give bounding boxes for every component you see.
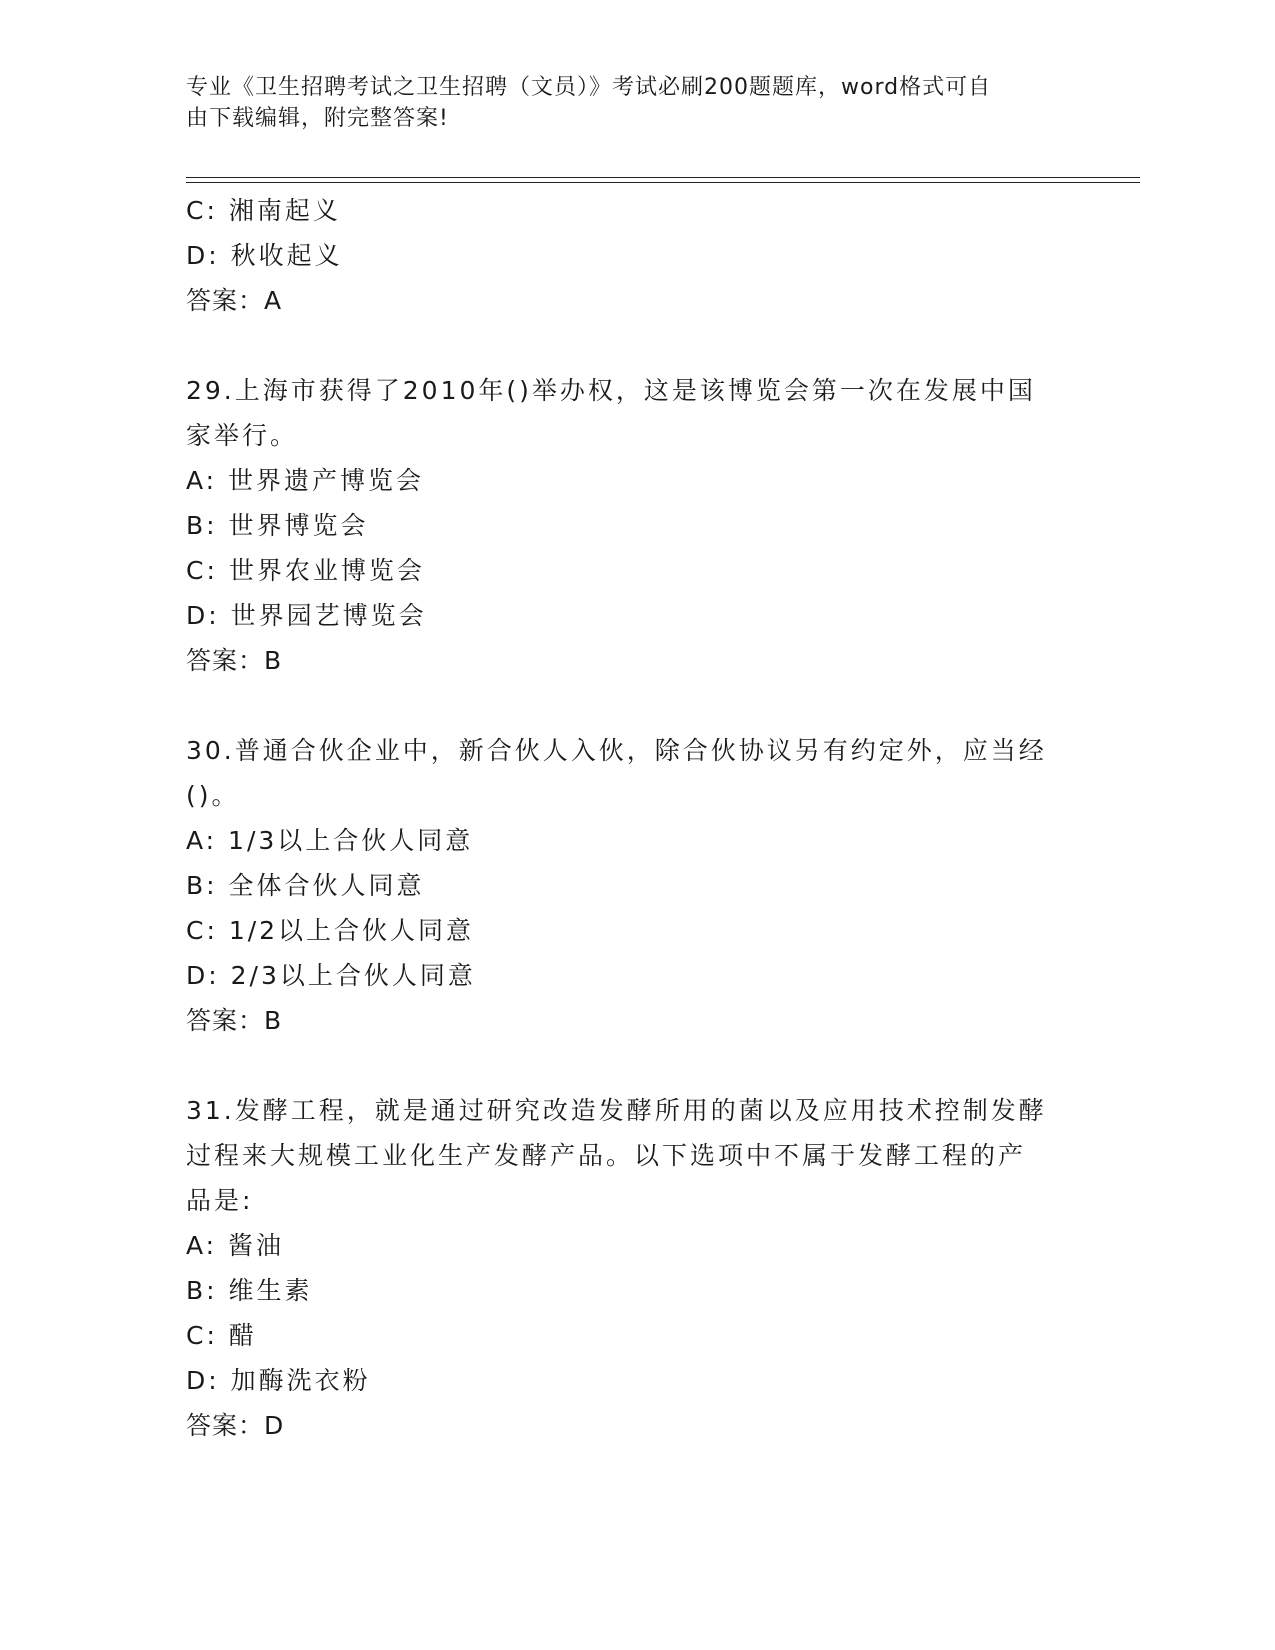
- option-a: A: 酱油: [186, 1231, 285, 1260]
- option-c: C: 湘南起义: [186, 196, 341, 225]
- answer-line: 答案：D: [186, 1411, 285, 1440]
- option-d: D: 世界园艺博览会: [186, 601, 427, 630]
- question-text-line: 品是:: [186, 1186, 254, 1215]
- option-a: A: 1/3以上合伙人同意: [186, 826, 474, 855]
- question-31: [186, 1088, 1066, 1448]
- question-text-line: 30.普通合伙企业中，新合伙人入伙，除合伙协议另有约定外，应当经: [186, 736, 1047, 765]
- option-b: B: 维生素: [186, 1276, 313, 1305]
- question-text-line: ()。: [186, 781, 240, 810]
- option-d: D: 2/3以上合伙人同意: [186, 961, 476, 990]
- answer-line: 答案：B: [186, 1006, 283, 1035]
- option-b: B: 世界博览会: [186, 511, 369, 540]
- question-text-line: 家举行。: [186, 421, 299, 450]
- option-d: D: 秋收起义: [186, 241, 343, 270]
- question-29: [186, 368, 1066, 683]
- option-c: C: 醋: [186, 1321, 257, 1350]
- option-a: A: 世界遗产博览会: [186, 466, 425, 495]
- question-text-line: 29.上海市获得了2010年()举办权，这是该博览会第一次在发展中国: [186, 376, 1036, 405]
- option-c: C: 世界农业博览会: [186, 556, 425, 585]
- header-divider-top: [186, 177, 1140, 178]
- header-line-1: 专业《卫生招聘考试之卫生招聘（文员）》考试必刷200题题库，word格式可自: [186, 75, 992, 100]
- question-content: [186, 188, 1066, 1448]
- continued-question: [186, 188, 1066, 323]
- document-header: [186, 72, 1066, 134]
- answer-line: 答案：B: [186, 646, 283, 675]
- question-30: [186, 728, 1066, 1043]
- option-b: B: 全体合伙人同意: [186, 871, 425, 900]
- answer-line: 答案：A: [186, 286, 283, 315]
- header-line-2: 由下载编辑，附完整答案!: [186, 106, 449, 131]
- header-divider-bottom: [186, 182, 1140, 183]
- question-text-line: 31.发酵工程，就是通过研究改造发酵所用的菌以及应用技术控制发酵: [186, 1096, 1047, 1125]
- option-d: D: 加酶洗衣粉: [186, 1366, 371, 1395]
- question-text-line: 过程来大规模工业化生产发酵产品。以下选项中不属于发酵工程的产: [186, 1141, 1027, 1170]
- option-c: C: 1/2以上合伙人同意: [186, 916, 475, 945]
